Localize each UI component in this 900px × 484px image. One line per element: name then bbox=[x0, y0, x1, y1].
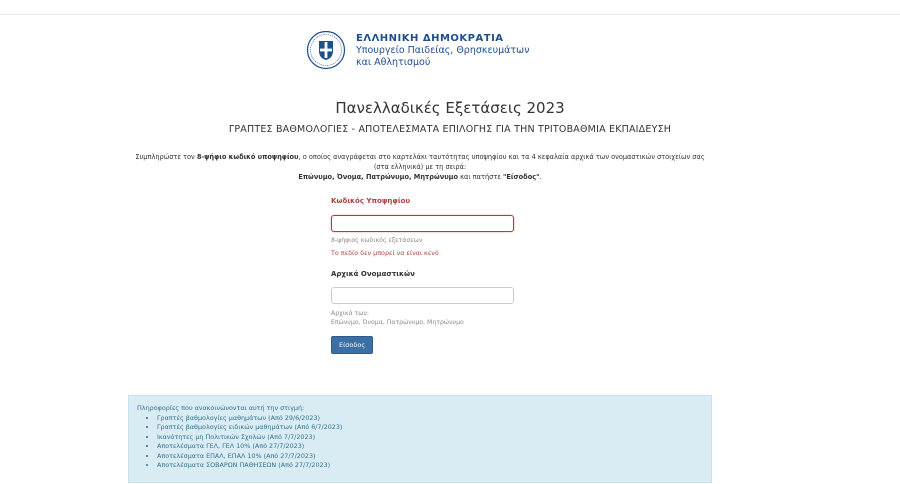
submit-button[interactable]: Είσοδος bbox=[331, 336, 373, 354]
initials-help-title: Αρχικά των: bbox=[331, 310, 369, 317]
instructions-text: Συμπληρώστε τον 8-ψήφιο κωδικό υποψηφίου, ο οποίος αναγράφεται στο καρτελάκι ταυτότητας υποψηφίου και τα 4 κεφαλαία αρχικά των ονομαστικών στοιχείων σας (στα ελληνικά) με τη σειρά: Επώνυμο, Όνομα, Πατρώνυμο, Μητρώνυμο και πατήστε "Είσοδος". bbox=[135, 153, 705, 181]
candidate-code-error: Το πεδίο δεν μπορεί να είναι κενό bbox=[331, 248, 439, 257]
country-name: ΕΛΛΗΝΙΚΗ ΔΗΜΟΚΡΑΤΙΑ bbox=[356, 32, 504, 44]
ministry-name-line1: Υπουργείο Παιδείας, Θρησκευμάτων bbox=[356, 44, 530, 56]
candidate-code-label: Κωδικός Υποψηφίου bbox=[331, 197, 411, 205]
initials-input[interactable] bbox=[331, 287, 514, 304]
info-panel bbox=[128, 395, 712, 483]
info-list bbox=[137, 414, 703, 470]
ministry-name-line2: και Αθλητισμού bbox=[356, 56, 431, 68]
initials-label: Αρχικά Ονομαστικών bbox=[331, 269, 415, 278]
info-heading: Πληροφορίες που ανακοινώνονται αυτή την στιγμή: bbox=[137, 404, 305, 412]
login-form bbox=[331, 197, 521, 354]
ministry-logo bbox=[306, 30, 529, 70]
list-item: • Ικανότητες μη Πολιτικών Σχολών (Από 7/7/2023) bbox=[157, 433, 703, 442]
list-item: • Αποτελέσματα ΕΠΑΛ, ΕΠΑΛ 10% (Από 27/7/2023) bbox=[157, 452, 703, 461]
top-bar bbox=[0, 0, 900, 15]
page-title: Πανελλαδικές Εξετάσεις 2023 bbox=[335, 99, 565, 117]
greek-emblem-icon bbox=[306, 30, 346, 70]
initials-help-order: Επώνυμο, Όνομα, Πατρώνυμο, Μητρώνυμο bbox=[331, 319, 464, 326]
list-item: • Γραπτές βαθμολογίες μαθημάτων (Από 29/6/2023) bbox=[157, 414, 703, 423]
list-item: • Αποτελέσματα ΣΟΒΑΡΩΝ ΠΑΘΗΣΕΩΝ (Από 27/7/2023) bbox=[157, 461, 703, 470]
page-subtitle: ΓΡΑΠΤΕΣ ΒΑΘΜΟΛΟΓΙΕΣ - ΑΠΟΤΕΛΕΣΜΑΤΑ ΕΠΙΛΟΓΗΣ ΓΙΑ ΤΗΝ ΤΡΙΤΟΒΑΘΜΙΑ ΕΚΠΑΙΔΕΥΣΗ bbox=[228, 124, 672, 135]
candidate-code-input[interactable] bbox=[331, 215, 514, 232]
list-item: • Αποτελέσματα ΓΕΛ, ΓΕΛ 10% (Από 27/7/2023) bbox=[157, 442, 703, 451]
candidate-code-help: 8-ψήφιος κωδικός εξετάσεων bbox=[331, 236, 423, 244]
list-item: • Γραπτές βαθμολογίες ειδικών μαθημάτων (Από 6/7/2023) bbox=[157, 423, 703, 432]
